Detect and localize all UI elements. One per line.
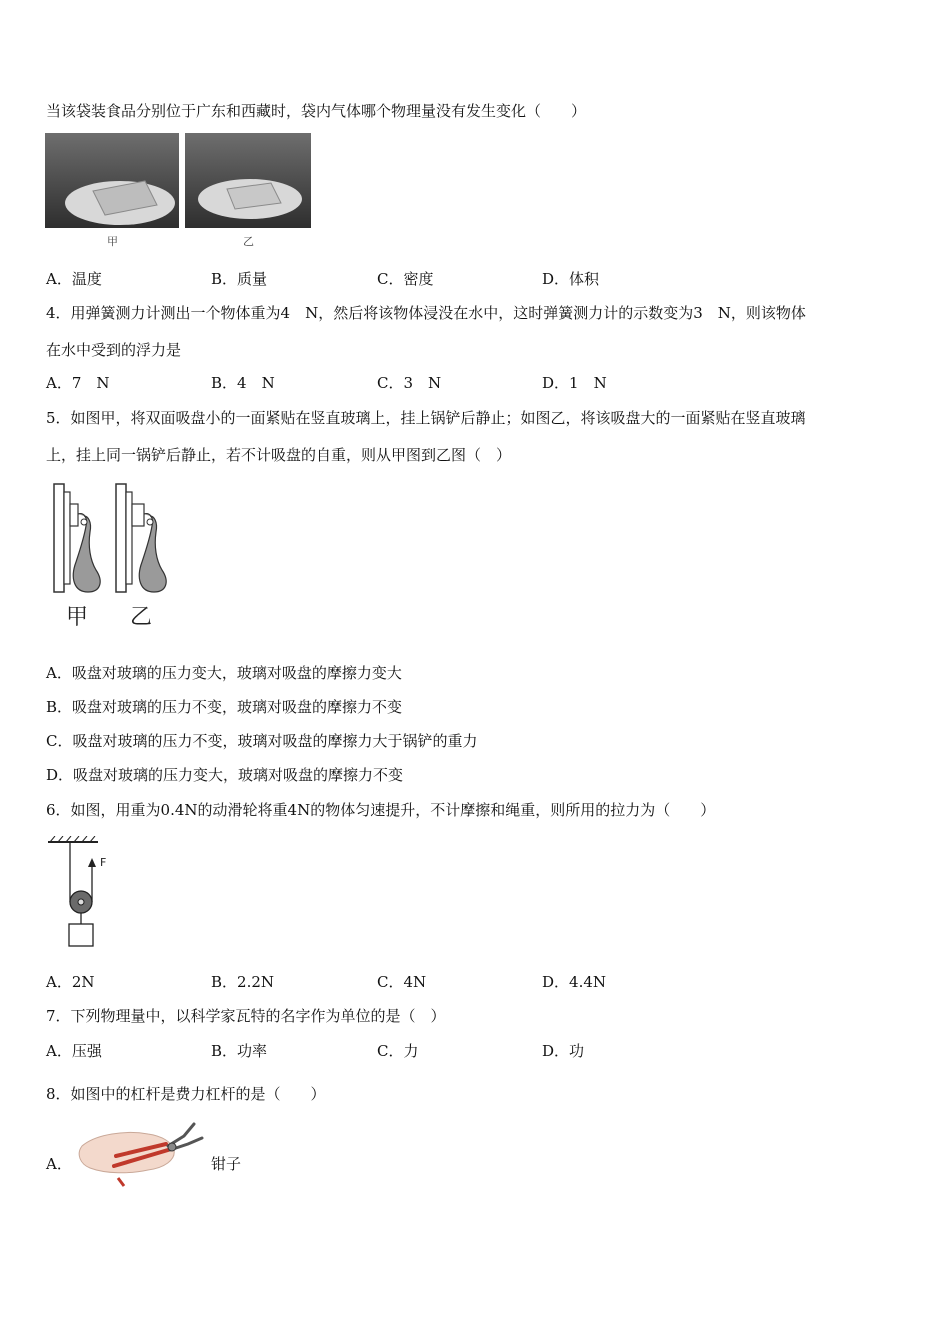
q5-stem-line1: 5．如图甲，将双面吸盘小的一面紧贴在竖直玻璃上，挂上锅铲后静止；如图乙，将该吸盘大的一面紧贴在竖直玻璃 <box>46 409 806 427</box>
q3-option-b[interactable]: B．质量 <box>211 270 268 288</box>
q5-option-a[interactable]: A．吸盘对玻璃的压力变大，玻璃对吸盘的摩擦力变大 <box>46 664 402 682</box>
q3-stem: 当该袋装食品分别位于广东和西藏时，袋内气体哪个物理量没有发生变化（ ） <box>46 102 587 120</box>
q7-option-a[interactable]: A．压强 <box>46 1042 102 1060</box>
pliers-hand-image <box>76 1116 208 1188</box>
q4-stem-line2: 在水中受到的浮力是 <box>46 341 182 359</box>
q5-stem-line2: 上，挂上同一锅铲后静止，若不计吸盘的自重，则从甲图到乙图（ ） <box>46 446 512 464</box>
suction-cup-yi <box>116 484 166 592</box>
suction-cup-jia <box>54 484 100 592</box>
q7-stem: 7．下列物理量中，以科学家瓦特的名字作为单位的是（ ） <box>46 1007 446 1025</box>
q3-option-a[interactable]: A．温度 <box>46 270 102 288</box>
q4-stem-line1: 4．用弹簧测力计测出一个物体重为4 N，然后将该物体浸没在水中，这时弹簧测力计的示数变为3 N，则该物体 <box>46 304 806 322</box>
q5-option-b[interactable]: B．吸盘对玻璃的压力不变，玻璃对吸盘的摩擦力不变 <box>46 698 403 716</box>
q6-option-a[interactable]: A．2N <box>46 973 95 991</box>
q6-option-d[interactable]: D．4.4N <box>542 973 607 991</box>
q5-suction-cup-figure <box>50 482 175 632</box>
q6-pulley-figure <box>46 836 126 952</box>
q8-stem: 8．如图中的杠杆是费力杠杆的是（ ） <box>46 1085 326 1103</box>
q4-option-b[interactable]: B．4 N <box>211 374 275 392</box>
fig-label-jia: 甲 <box>66 605 89 630</box>
q5-option-c[interactable]: C．吸盘对玻璃的压力不变，玻璃对吸盘的摩擦力大于锅铲的重力 <box>46 732 478 750</box>
q6-stem: 6．如图，用重为0.4N的动滑轮将重4N的物体匀速提升，不计摩擦和绳重，则所用的拉力为（ ） <box>46 801 716 819</box>
q8-option-a-label: 钳子 <box>211 1155 242 1173</box>
q8-option-a-letter[interactable]: A． <box>46 1155 72 1173</box>
q7-option-b[interactable]: B．功率 <box>211 1042 268 1060</box>
q4-option-c[interactable]: C．3 N <box>377 374 442 392</box>
q6-option-b[interactable]: B．2.2N <box>211 973 275 991</box>
photo-label-yi: 乙 <box>243 235 254 248</box>
photo-label-jia: 甲 <box>107 235 118 248</box>
q6-option-c[interactable]: C．4N <box>377 973 427 991</box>
q3-option-c[interactable]: C．密度 <box>377 270 434 288</box>
q3-option-d[interactable]: D．体积 <box>542 270 600 288</box>
q4-option-d[interactable]: D．1 N <box>542 374 607 392</box>
force-label: F <box>100 856 107 869</box>
q7-option-c[interactable]: C．力 <box>377 1042 419 1060</box>
q4-option-a[interactable]: A．7 N <box>46 374 110 392</box>
q5-option-d[interactable]: D．吸盘对玻璃的压力变大，玻璃对吸盘的摩擦力不变 <box>46 766 404 784</box>
fig-label-yi: 乙 <box>130 605 153 630</box>
q3-photo-figure <box>45 133 313 251</box>
q7-option-d[interactable]: D．功 <box>542 1042 585 1060</box>
